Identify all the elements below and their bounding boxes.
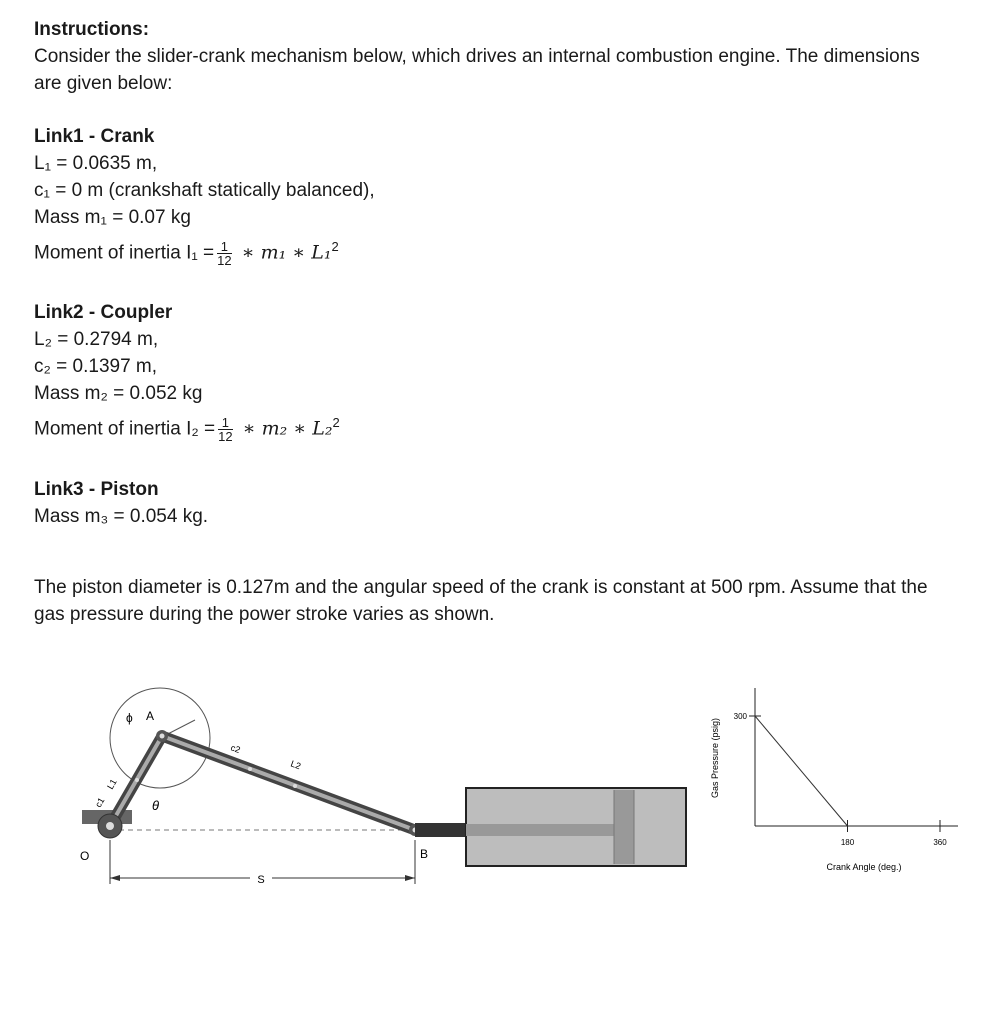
chart-y-ticks bbox=[734, 712, 761, 721]
link2-title: Link2 - Coupler bbox=[34, 302, 173, 324]
label-c1: c1 bbox=[93, 795, 107, 809]
label-l1: L1 bbox=[105, 777, 119, 791]
intro-paragraph: Consider the slider-crank mechanism below, which drives an internal combustion engine. The dimensions are given below: bbox=[34, 46, 920, 94]
link1-fraction bbox=[217, 240, 231, 267]
label-o: O bbox=[80, 849, 90, 863]
pressure-chart bbox=[710, 688, 958, 872]
chart-x-ticks bbox=[841, 820, 947, 847]
chart-y-tick-label-300: 300 bbox=[733, 712, 747, 721]
link2-length: L₂ = 0.2794 m, bbox=[34, 329, 159, 351]
link3-title: Link3 - Piston bbox=[34, 478, 159, 500]
link1-inertia: Moment of inertia I₁ = $\frac{1}{12}$ ∗ m₁ ∗ L₁$^2$ bbox=[34, 238, 339, 268]
link1-mass-symbol: m₁ bbox=[260, 241, 287, 264]
chart-y-label: Gas Pressure (psig) bbox=[710, 717, 720, 799]
link2-inertia-label: Moment of inertia I₂ = bbox=[34, 418, 216, 440]
piston-rod bbox=[415, 823, 467, 837]
document bbox=[34, 16, 954, 628]
cylinder-bore-line bbox=[466, 824, 616, 836]
figure bbox=[0, 640, 981, 900]
link1-inertia-label: Moment of inertia I₁ = bbox=[34, 242, 215, 264]
link2-power: 2 bbox=[332, 415, 340, 431]
joint-o-pin bbox=[106, 822, 114, 830]
crank-marker bbox=[135, 778, 139, 782]
chart-series-line bbox=[755, 716, 848, 826]
description-paragraph: The piston diameter is 0.127m and the angular speed of the crank is constant at 500 rpm. Assume that the gas pressure during the power stroke varies as shown. bbox=[34, 576, 928, 625]
link2-length-symbol: L₂ bbox=[312, 417, 333, 440]
link2-frac-den: 12 bbox=[218, 429, 233, 445]
joint-a-pin bbox=[160, 734, 165, 739]
link2-mass-symbol: m₂ bbox=[261, 417, 288, 440]
label-l2: L2 bbox=[289, 758, 303, 772]
link3-mass: Mass m₃ = 0.054 kg. bbox=[34, 505, 209, 527]
coupler-link-highlight bbox=[162, 736, 415, 830]
link1-power: 2 bbox=[331, 239, 339, 254]
s-arrow-right bbox=[405, 875, 415, 881]
link1-title: Link1 - Crank bbox=[34, 126, 155, 147]
chart-x-label: Crank Angle (deg.) bbox=[826, 862, 902, 872]
coupler-marker-2 bbox=[293, 784, 297, 788]
label-phi: ϕ bbox=[126, 711, 133, 725]
link1-com: c₁ = 0 m (crankshaft statically balanced), bbox=[34, 180, 375, 201]
label-c2: c2 bbox=[229, 742, 242, 756]
label-a: A bbox=[146, 709, 155, 723]
chart-x-tick-label-360: 360 bbox=[933, 838, 947, 847]
link2-inertia: Moment of inertia I₂ = $\frac{1}{12}$ ∗ m₂ ∗ L₂$^2$ bbox=[34, 415, 340, 445]
link1-length: L₁ = 0.0635 m, bbox=[34, 153, 158, 174]
mechanism-figure bbox=[0, 640, 981, 900]
link2-mass: Mass m₂ = 0.052 kg bbox=[34, 383, 203, 405]
link1-frac-num: 1 bbox=[217, 240, 231, 254]
label-b: B bbox=[420, 847, 429, 861]
piston-head bbox=[614, 790, 634, 864]
instructions-heading: Instructions: bbox=[34, 19, 150, 40]
label-s: S bbox=[257, 874, 265, 886]
coupler-marker-1 bbox=[248, 767, 252, 771]
link2-frac-num: 1 bbox=[218, 416, 232, 430]
link2-com: c₂ = 0.1397 m, bbox=[34, 356, 158, 378]
chart-x-tick-label-180: 180 bbox=[840, 838, 855, 847]
s-arrow-left bbox=[110, 875, 120, 881]
link1-length-symbol: L₁ bbox=[311, 241, 332, 264]
link1-frac-den: 12 bbox=[217, 252, 232, 268]
link1-mass: Mass m₁ = 0.07 kg bbox=[34, 207, 191, 228]
link2-fraction bbox=[218, 416, 232, 443]
label-theta: θ bbox=[152, 798, 160, 813]
